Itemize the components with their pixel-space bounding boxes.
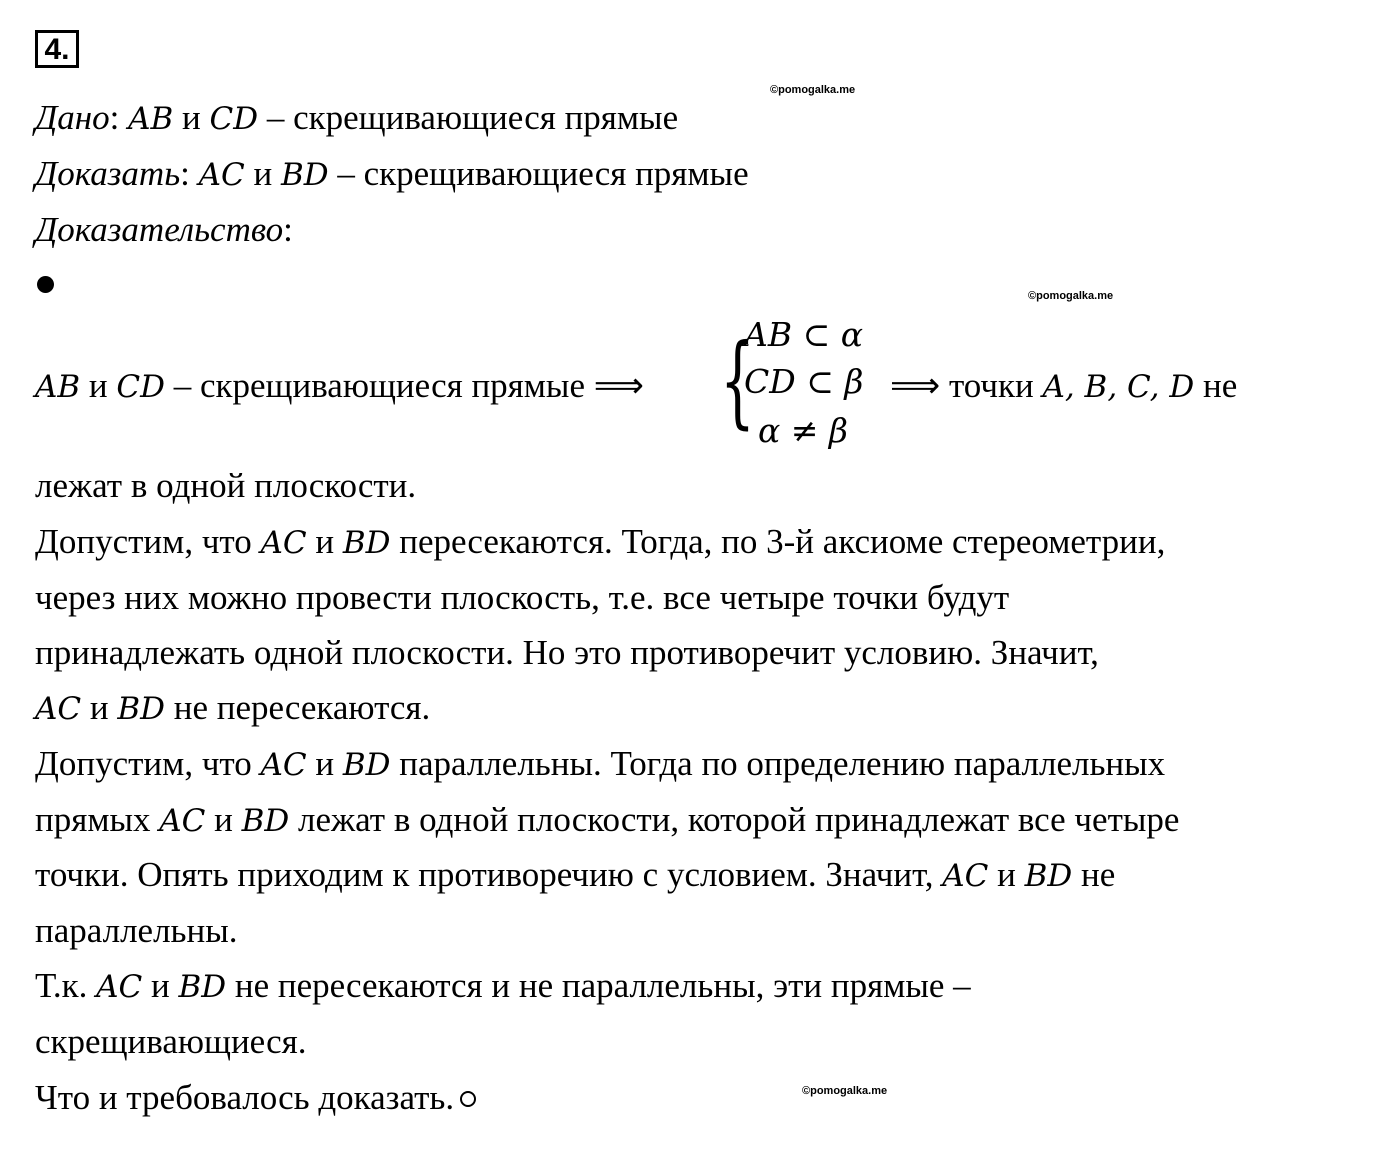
math-ac: AC [198,157,245,193]
proof-line-6 [35,742,1165,787]
math-ac: AC [35,691,82,727]
text: Допустим, что [35,522,261,561]
math-bd: BD [280,157,329,193]
consequence-line [890,364,1237,409]
system-row-1: AB ⊂ α [744,315,863,354]
math-bd: BD [1024,858,1073,894]
proof-heading [35,208,293,252]
proof-line-5 [35,686,430,731]
math-ac: AC [260,525,307,561]
given-line [35,96,678,141]
conclusion-text: Что и требовалось доказать. [35,1078,455,1117]
proof-line-12 [35,1076,476,1120]
proof-line-10 [35,964,971,1009]
system-row-2: CD ⊂ β [744,362,864,401]
proof-line-1: лежат в одной плоскости. [35,466,417,505]
proof-line-7 [35,798,1179,843]
conj: и [205,800,242,839]
proof-line-11: скрещивающиеся. [35,1022,307,1061]
text: Допустим, что [35,744,261,783]
math-ac: AC [159,803,206,839]
conj: и [244,154,281,193]
conj: и [306,744,343,783]
conj: и [80,366,117,405]
consequence-tail: не [1194,366,1238,405]
conj: и [306,522,343,561]
proof-line-2 [35,520,1165,565]
math-ab: AB [35,369,81,405]
proof-line-4: принадлежать одной плоскости. Но это противоречит условию. Значит, [35,633,1099,672]
prove-text: – скрещивающиеся прямые [328,154,749,193]
math-cd: CD [209,101,259,137]
premise-line [35,364,644,409]
consequence-text: точки [948,366,1043,405]
colon: : [283,210,293,249]
math-ac: AC [942,858,989,894]
implies-arrow: ⟹ [890,366,949,405]
text: параллельны. Тогда по определению параллельных [390,744,1166,783]
text: не пересекаются и не параллельны, эти прямые – [226,966,971,1005]
math-bd: BD [178,969,227,1005]
watermark: ©pomogalka.me [1028,290,1114,302]
proof-line-8 [35,853,1115,898]
conj: и [81,688,118,727]
conj: и [173,98,210,137]
math-ab: AB [128,101,174,137]
text: прямых [35,800,160,839]
text: пересекаются. Тогда, по 3-й аксиоме стереометрии, [390,522,1166,561]
text: точки. Опять приходим к противоречию с условием. Значит, [35,855,943,894]
text: не [1072,855,1116,894]
conj: и [988,855,1025,894]
text: лежат в одной плоскости, которой принадлежат все четыре [289,800,1180,839]
colon: : [109,98,120,137]
left-brace-icon: { [720,322,755,439]
premise-text: – скрещивающиеся прямые ⟹ [164,366,644,405]
system-row-3: α ≠ β [758,411,848,450]
math-points: A, B, C, D [1042,369,1195,405]
math-bd: BD [117,691,165,727]
given-label: Дано [35,98,110,137]
prove-line [35,152,749,197]
math-bd: BD [342,525,391,561]
math-bd: BD [241,803,290,839]
proof-line-3: через них можно провести плоскость, т.е. все четыре точки будут [35,578,1010,617]
math-bd: BD [342,747,391,783]
watermark: ©pomogalka.me [770,84,856,96]
math-ac: AC [260,747,307,783]
qed-circle-icon [460,1091,476,1107]
watermark: ©pomogalka.me [802,1085,888,1097]
colon: : [180,154,190,193]
given-text: – скрещивающиеся прямые [258,98,679,137]
math-cd: CD [116,369,165,405]
conj: и [142,966,179,1005]
prove-label: Доказать [35,154,181,193]
proof-line-9: параллельны. [35,911,238,950]
proof-label: Доказательство [35,210,284,249]
text: Т.к. [35,966,97,1005]
math-ac: AC [96,969,143,1005]
problem-number: 4. [35,30,79,68]
bullet-icon [37,276,54,293]
text: не пересекаются. [164,688,431,727]
